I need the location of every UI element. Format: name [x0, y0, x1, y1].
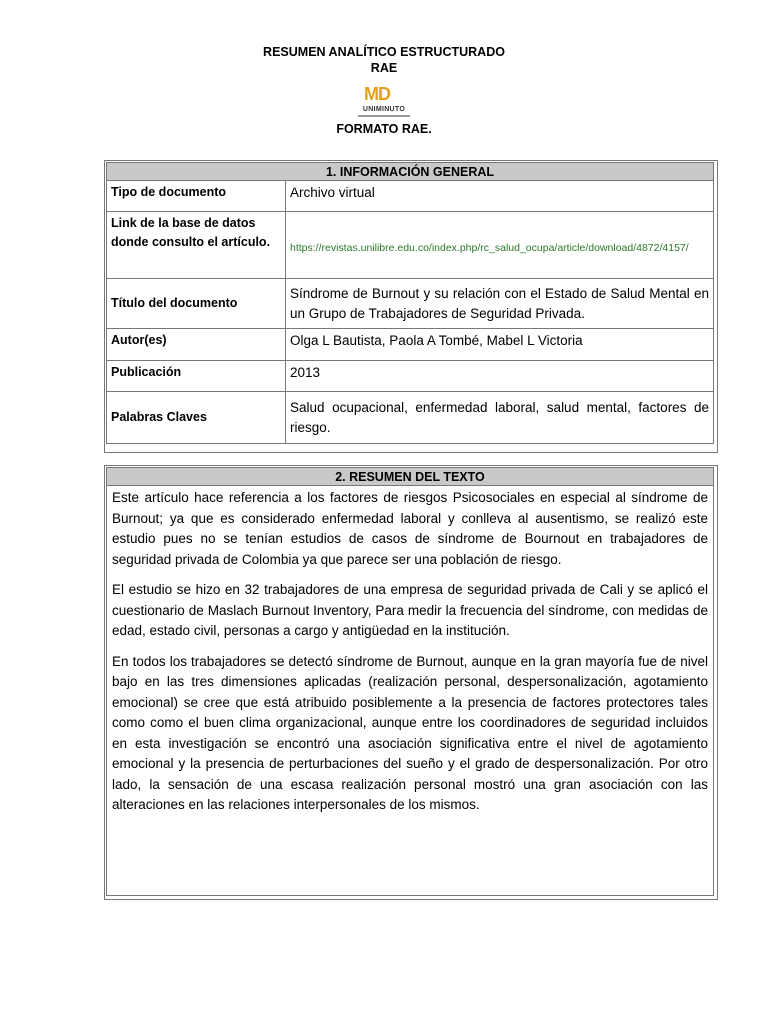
row-value: 2013 [286, 361, 714, 392]
row-value: Síndrome de Burnout y su relación con el Estado de Salud Mental en un Grupo de Trabajadores de Seguridad Privada. [286, 279, 714, 329]
table-row [107, 361, 714, 392]
format-title: FORMATO RAE. [336, 122, 432, 136]
row-label: Título del documento [107, 279, 286, 329]
table-row [107, 279, 714, 329]
summary-body [107, 486, 714, 896]
row-label: Link de la base de datos donde consulto el artículo. [107, 212, 286, 279]
summary-paragraph: El estudio se hizo en 32 trabajadores de una empresa de seguridad privada de Cali y se aplicó el cuestionario de Maslach Burnout Inventory, Para medir la frecuencia del síndrome, con medidas de edad, estado civil, personas a cargo y antigüedad en la institución. [112, 582, 708, 638]
row-value: Olga L Bautista, Paola A Tombé, Mabel L Victoria [286, 329, 714, 361]
row-label: Palabras Claves [107, 392, 286, 444]
table-row [107, 392, 714, 444]
row-label: Publicación [107, 361, 286, 392]
general-info-table [106, 162, 714, 444]
logo-letters: MD [364, 84, 390, 104]
section2-heading: 2. RESUMEN DEL TEXTO [107, 468, 714, 486]
table-row [107, 181, 714, 212]
uniminuto-logo [354, 82, 414, 122]
logo-brand: UNIMINUTO [362, 106, 406, 113]
database-link[interactable]: https://revistas.unilibre.edu.co/index.php/rc_salud_ocupa/article/download/4872/4157/ [286, 212, 714, 279]
table-row [107, 329, 714, 361]
table-row [107, 486, 714, 896]
table-row [107, 212, 714, 279]
section1-heading: 1. INFORMACIÓN GENERAL [107, 163, 714, 181]
logo-underline [358, 115, 410, 117]
summary-table [106, 467, 714, 896]
document-title: RESUMEN ANALÍTICO ESTRUCTURADO [263, 45, 505, 59]
row-value: Salud ocupacional, enfermedad laboral, salud mental, factores de riesgo. [286, 392, 714, 444]
summary-paragraph: Este artículo hace referencia a los factores de riesgos Psicosociales en especial al síndrome de Burnout; ya que es considerado enfermedad laboral y conlleva al ausentismo, se realizó este estudio pues no se tenían estudios de casos de síndrome de Bournout en trabajadores de seguridad privada de Colombia ya que parece ser una población de riesgo. [112, 490, 708, 567]
summary-paragraph: En todos los trabajadores se detectó síndrome de Burnout, aunque en la gran mayoría fue de nivel bajo en las tres dimensiones aplicadas (realización personal, despersonalización, agotamiento emocional) se cree que está atribuido posiblemente a la presencia de factores protectores tales como como el buen clima organizacional, aunque entre los coordinadores de seguridad incluidos en esta investigación se encontró una asociación significativa entre el nivel de agotamiento emocional y la presencia de perturbaciones del sueño y el grado de despersonalización. Por otro lado, la sensación de una escasa realización personal mostró una gran asociación con las alteraciones en las relaciones interpersonales de los mismos. [112, 653, 708, 812]
document-header [0, 44, 768, 136]
row-value: Archivo virtual [286, 181, 714, 212]
row-label: Tipo de documento [107, 181, 286, 212]
document-subtitle: RAE [370, 61, 398, 75]
row-label: Autor(es) [107, 329, 286, 361]
